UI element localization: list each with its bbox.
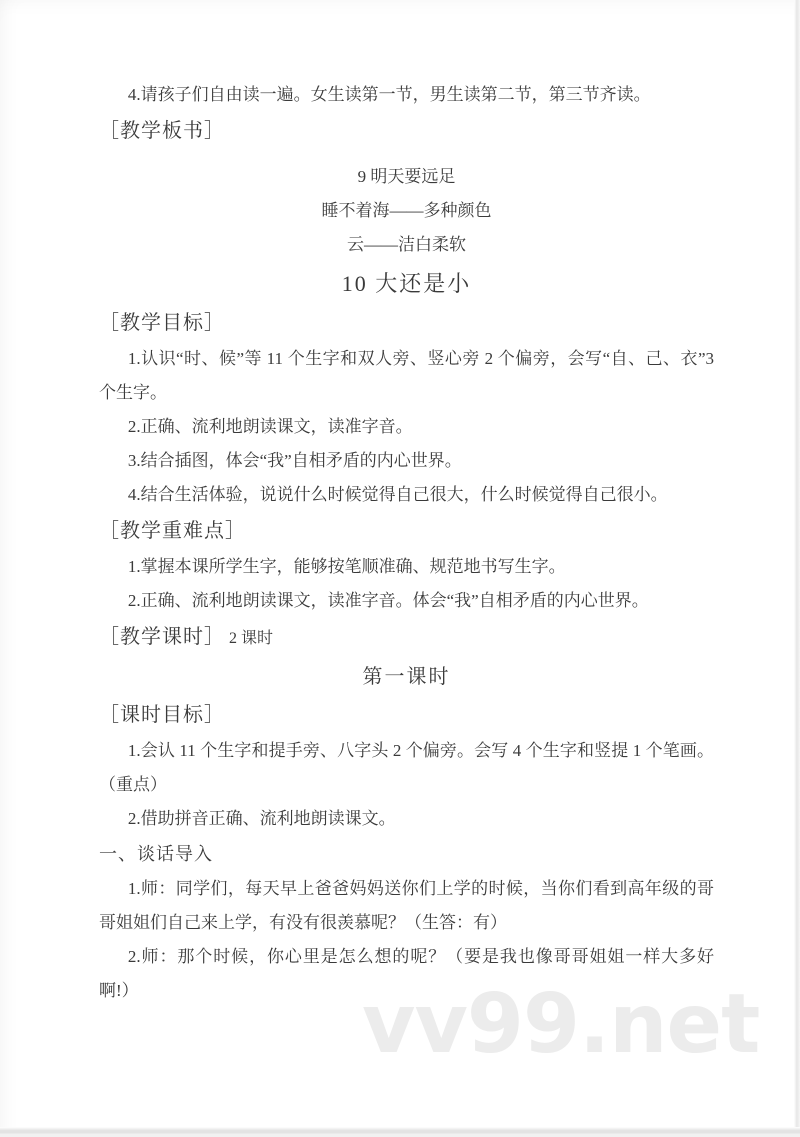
objective-item: 4.结合生活体验，说说什么时候觉得自己很大，什么时候觉得自己很小。 bbox=[127, 485, 668, 504]
period1-goal-item: 1.会认 11 个生字和提手旁、八字头 2 个偏旁。会写 4 个生字和竖提 1 个笔画。（重点） bbox=[99, 741, 714, 794]
objective-item: 1.认识“时、候”等 11 个生字和双人旁、竖心旁 2 个偏旁，会写“自、己、衣”3 个生字。 bbox=[99, 349, 714, 402]
board-block bbox=[99, 160, 714, 262]
page-right-edge bbox=[794, 0, 800, 1137]
key-point-item: 1.掌握本课所学生字，能够按笔顺准确、规范地书写生字。 bbox=[127, 557, 566, 576]
watermark: vv99.net bbox=[362, 977, 760, 1072]
period1-goals-heading: ［课时目标］ bbox=[99, 704, 225, 726]
section1-heading: 一、谈话导入 bbox=[99, 844, 213, 864]
period1-goal-item: 2.借助拼音正确、流利地朗读课文。 bbox=[127, 809, 396, 828]
lesson-title: 10 大还是小 bbox=[341, 271, 472, 296]
page-bottom-edge bbox=[0, 1127, 800, 1137]
key-points-heading: ［教学重难点］ bbox=[99, 520, 246, 542]
board-line-title: 9 明天要远足 bbox=[357, 167, 456, 186]
paragraph-reading-step: 4.请孩子们自由读一遍。女生读第一节，男生读第二节，第三节齐读。 bbox=[127, 85, 651, 104]
section1-item: 1.师：同学们，每天早上爸爸妈妈送你们上学的时候，当你们看到高年级的哥哥姐姐们自己来上学，有没有很羡慕呢？（生答：有） bbox=[99, 879, 714, 932]
periods-heading: ［教学课时］ bbox=[99, 626, 225, 648]
periods-value: 2 课时 bbox=[229, 630, 274, 647]
periods-line bbox=[99, 618, 714, 658]
board-heading: ［教学板书］ bbox=[99, 120, 225, 142]
objective-item: 3.结合插图，体会“我”自相矛盾的内心世界。 bbox=[127, 451, 462, 470]
key-point-item: 2.正确、流利地朗读课文，读准字音。体会“我”自相矛盾的内心世界。 bbox=[127, 591, 649, 610]
objectives-heading: ［教学目标］ bbox=[99, 312, 225, 334]
board-line: 睡不着海——多种颜色 bbox=[321, 201, 492, 220]
section1-item: 2.师：那个时候，你心里是怎么想的呢？（要是我也像哥哥姐姐一样大多好啊!） bbox=[99, 947, 714, 1000]
board-line: 云——洁白柔软 bbox=[347, 235, 466, 254]
objective-item: 2.正确、流利地朗读课文，读准字音。 bbox=[127, 417, 413, 436]
period1-title: 第一课时 bbox=[362, 666, 451, 688]
